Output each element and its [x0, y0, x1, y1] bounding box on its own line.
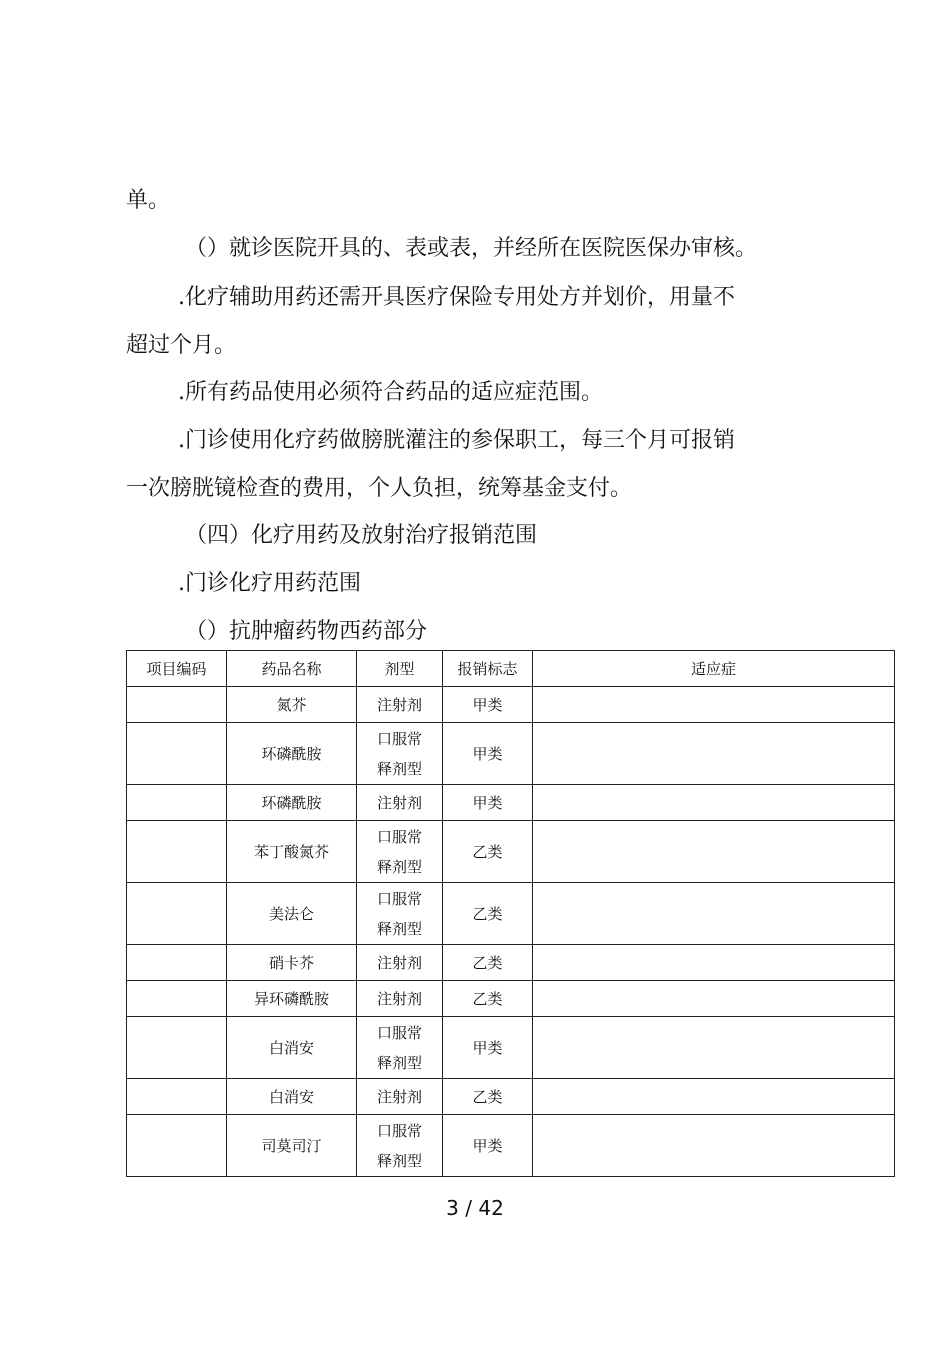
cell-dosage-form — [357, 883, 443, 945]
table-row — [127, 785, 895, 821]
paragraph-line: .门诊使用化疗药做膀胱灌注的参保职工，每三个月可报销 — [178, 428, 735, 453]
cell-dosage-form — [357, 821, 443, 883]
cell-flag: 甲类 — [443, 785, 533, 821]
cell-drug-name: 白消安 — [227, 1017, 357, 1079]
cell-indication — [533, 1079, 895, 1115]
cell-dosage-form: 注射剂 — [357, 981, 443, 1017]
cell-indication — [533, 821, 895, 883]
cell-code — [127, 883, 227, 945]
cell-drug-name: 司莫司汀 — [227, 1115, 357, 1177]
table-row — [127, 981, 895, 1017]
header-reimbursement-flag: 报销标志 — [443, 651, 533, 687]
dosage-form-line: 释剂型 — [376, 857, 422, 876]
cell-indication — [533, 1115, 895, 1177]
section-heading: （四）化疗用药及放射治疗报销范围 — [185, 523, 538, 548]
cell-drug-name: 美法仑 — [227, 883, 357, 945]
cell-dosage-form: 注射剂 — [357, 785, 443, 821]
cell-flag: 甲类 — [443, 1115, 533, 1177]
cell-drug-name: 环磷酰胺 — [227, 723, 357, 785]
table-row — [127, 723, 895, 785]
cell-code — [127, 1017, 227, 1079]
cell-indication — [533, 1017, 895, 1079]
header-dosage-form: 剂型 — [357, 651, 443, 687]
dosage-form-line: 释剂型 — [376, 1151, 422, 1170]
cell-flag: 甲类 — [443, 687, 533, 723]
page-number: 3 / 42 — [446, 1196, 504, 1220]
table-row — [127, 1115, 895, 1177]
cell-drug-name: 苯丁酸氮芥 — [227, 821, 357, 883]
cell-flag: 甲类 — [443, 723, 533, 785]
cell-flag: 乙类 — [443, 821, 533, 883]
cell-drug-name: 硝卡芥 — [227, 945, 357, 981]
cell-dosage-form — [357, 1017, 443, 1079]
paragraph-line: 超过个月。 — [126, 333, 237, 358]
cell-drug-name: 环磷酰胺 — [227, 785, 357, 821]
table-row — [127, 1079, 895, 1115]
cell-drug-name: 异环磷酰胺 — [227, 981, 357, 1017]
cell-indication — [533, 687, 895, 723]
drug-table — [126, 650, 895, 1177]
cell-code — [127, 1115, 227, 1177]
table-row — [127, 883, 895, 945]
cell-code — [127, 785, 227, 821]
subsection-heading: .门诊化疗用药范围 — [178, 571, 361, 596]
dosage-form-line: 口服常 — [376, 1121, 422, 1140]
dosage-form-line: 口服常 — [376, 729, 422, 748]
header-code: 项目编码 — [127, 651, 227, 687]
paragraph-line: 单。 — [126, 188, 171, 213]
dosage-form-line: 口服常 — [376, 827, 422, 846]
cell-dosage-form — [357, 723, 443, 785]
cell-flag: 甲类 — [443, 1017, 533, 1079]
cell-indication — [533, 945, 895, 981]
header-indication: 适应症 — [533, 651, 895, 687]
table-header-row — [127, 651, 895, 687]
dosage-form-line: 释剂型 — [376, 919, 422, 938]
cell-indication — [533, 723, 895, 785]
cell-indication — [533, 883, 895, 945]
cell-code — [127, 981, 227, 1017]
cell-drug-name: 氮芥 — [227, 687, 357, 723]
header-drug-name: 药品名称 — [227, 651, 357, 687]
cell-dosage-form: 注射剂 — [357, 687, 443, 723]
table-row — [127, 687, 895, 723]
cell-dosage-form — [357, 1115, 443, 1177]
dosage-form-line: 释剂型 — [376, 759, 422, 778]
cell-flag: 乙类 — [443, 981, 533, 1017]
paragraph-line: .所有药品使用必须符合药品的适应症范围。 — [178, 380, 603, 405]
paragraph-line: .化疗辅助用药还需开具医疗保险专用处方并划价，用量不 — [178, 285, 735, 310]
cell-code — [127, 1079, 227, 1115]
cell-dosage-form: 注射剂 — [357, 945, 443, 981]
cell-flag: 乙类 — [443, 883, 533, 945]
cell-flag: 乙类 — [443, 945, 533, 981]
table-row — [127, 821, 895, 883]
paragraph-line: （）就诊医院开具的、表或表，并经所在医院医保办审核。 — [185, 236, 758, 261]
cell-code — [127, 821, 227, 883]
cell-dosage-form: 注射剂 — [357, 1079, 443, 1115]
cell-indication — [533, 785, 895, 821]
cell-indication — [533, 981, 895, 1017]
cell-code — [127, 945, 227, 981]
cell-code — [127, 687, 227, 723]
dosage-form-line: 口服常 — [376, 889, 422, 908]
cell-drug-name: 白消安 — [227, 1079, 357, 1115]
cell-code — [127, 723, 227, 785]
table-row — [127, 945, 895, 981]
dosage-form-line: 释剂型 — [376, 1053, 422, 1072]
table-caption: （）抗肿瘤药物西药部分 — [185, 619, 428, 644]
table-row — [127, 1017, 895, 1079]
dosage-form-line: 口服常 — [376, 1023, 422, 1042]
cell-flag: 乙类 — [443, 1079, 533, 1115]
paragraph-line: 一次膀胱镜检查的费用，个人负担，统筹基金支付。 — [126, 476, 633, 501]
